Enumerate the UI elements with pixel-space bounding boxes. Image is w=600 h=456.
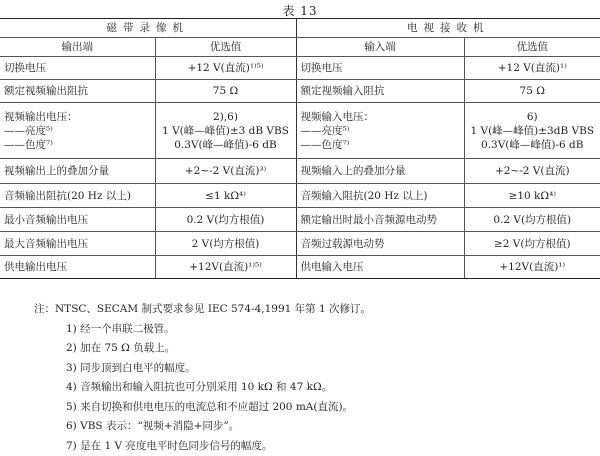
table-row	[0, 256, 600, 279]
row-label: ——亮度⁵⁾	[301, 124, 460, 138]
row-value: 0.2 V(均方根值)	[155, 208, 296, 232]
output-end-header: 输出端	[0, 38, 155, 57]
row-label: 切换电压	[296, 57, 464, 80]
notes-section	[34, 300, 594, 456]
row-label: 供电输出电压	[0, 256, 155, 279]
row-label: 供电输入电压	[296, 256, 464, 279]
row-label: 最大音频输出电压	[0, 232, 155, 256]
row-label: ——色度⁷⁾	[301, 138, 460, 152]
row-label: 音频输出阻抗(20 Hz 以上)	[0, 184, 155, 208]
group-header-row	[0, 19, 600, 38]
row-label: 最小音频输出电压	[0, 208, 155, 232]
row-value: ≤1 kΩ⁴⁾	[155, 184, 296, 208]
row-label: 视频输出上的叠加分量	[0, 159, 155, 184]
row-value: +2~-2 V(直流)	[464, 159, 600, 184]
row-label: 视频输入上的叠加分量	[296, 159, 464, 184]
note-item: 2) 加在 75 Ω 负载上。	[34, 339, 594, 359]
table-title: 表 13	[0, 2, 600, 19]
table-row	[0, 57, 600, 80]
note-item: 7) 是在 1 V 亮度电平时色同步信号的幅度。	[34, 437, 594, 456]
note-item: 6) VBS 表示：“视频+消隐+同步”。	[34, 417, 594, 437]
row-value: 0.3V(峰—峰值)-6 dB	[160, 138, 292, 152]
row-value: 75 Ω	[464, 80, 600, 103]
row-value: 1 V(峰—峰值)±3 dB VBS	[160, 124, 292, 138]
row-value: ≥2 V(均方根值)	[464, 232, 600, 256]
row-value-stack	[155, 103, 296, 159]
row-label: 额定视频输出阻抗	[0, 80, 155, 103]
table-row	[0, 208, 600, 232]
note-item: 4) 音频输出和输入阻抗也可分别采用 10 kΩ 和 47 kΩ。	[34, 378, 594, 398]
table-row	[0, 159, 600, 184]
left-group-header: 磁带录像机	[0, 19, 296, 38]
row-value: +12V(直流)¹⁾⁵⁾	[155, 256, 296, 279]
preferred-right-header: 优选值	[464, 38, 600, 57]
notes-intro: 注：NTSC、SECAM 制式要求参见 IEC 574-4,1991 年第 1 次修订。	[34, 300, 594, 320]
row-value: +2~-2 V(直流)³⁾	[155, 159, 296, 184]
input-end-header: 输入端	[296, 38, 464, 57]
row-label-stack	[296, 103, 464, 159]
note-item: 5) 来自切换和供电电压的电流总和不应超过 200 mA(直流)。	[34, 398, 594, 418]
row-label: ——色度⁷⁾	[4, 138, 151, 152]
right-group-header: 电视接收机	[296, 19, 600, 38]
row-value-stack	[464, 103, 600, 159]
row-value: 1 V(峰—峰值)±3dB VBS	[469, 124, 597, 138]
row-value: 75 Ω	[155, 80, 296, 103]
row-label: 切换电压	[0, 57, 155, 80]
row-label: 音频过载源电动势	[296, 232, 464, 256]
table-row	[0, 80, 600, 103]
row-label: 视频输入电压：	[301, 110, 460, 124]
preferred-left-header: 优选值	[155, 38, 296, 57]
row-value: 0.3V(峰—峰值)-6 dB	[469, 138, 597, 152]
row-label: 额定输出时最小音频源电动势	[296, 208, 464, 232]
row-value: +12V(直流)¹⁾	[464, 256, 600, 279]
row-value: 2 V(均方根值)	[155, 232, 296, 256]
column-header-row	[0, 38, 600, 57]
table-row-video	[0, 103, 600, 159]
table-row	[0, 184, 600, 208]
row-label: 视频输出电压：	[4, 110, 151, 124]
row-value: ≥10 kΩ⁴⁾	[464, 184, 600, 208]
row-label: ——亮度⁵⁾	[4, 124, 151, 138]
row-value: 0.2 V(均方根值)	[464, 208, 600, 232]
row-value: 6)	[469, 110, 597, 124]
row-label: 音频输入阻抗(20 Hz 以上)	[296, 184, 464, 208]
row-value: +12 V(直流)¹⁾⁵⁾	[155, 57, 296, 80]
table-row	[0, 232, 600, 256]
row-label: 额定视频输入阻抗	[296, 80, 464, 103]
spec-table	[0, 18, 600, 279]
row-value: 2),6)	[160, 110, 292, 124]
row-value: +12 V(直流)¹⁾	[464, 57, 600, 80]
note-item: 1) 经一个串联二极管。	[34, 320, 594, 340]
row-label-stack	[0, 103, 155, 159]
note-item: 3) 同步顶到白电平的幅度。	[34, 359, 594, 379]
